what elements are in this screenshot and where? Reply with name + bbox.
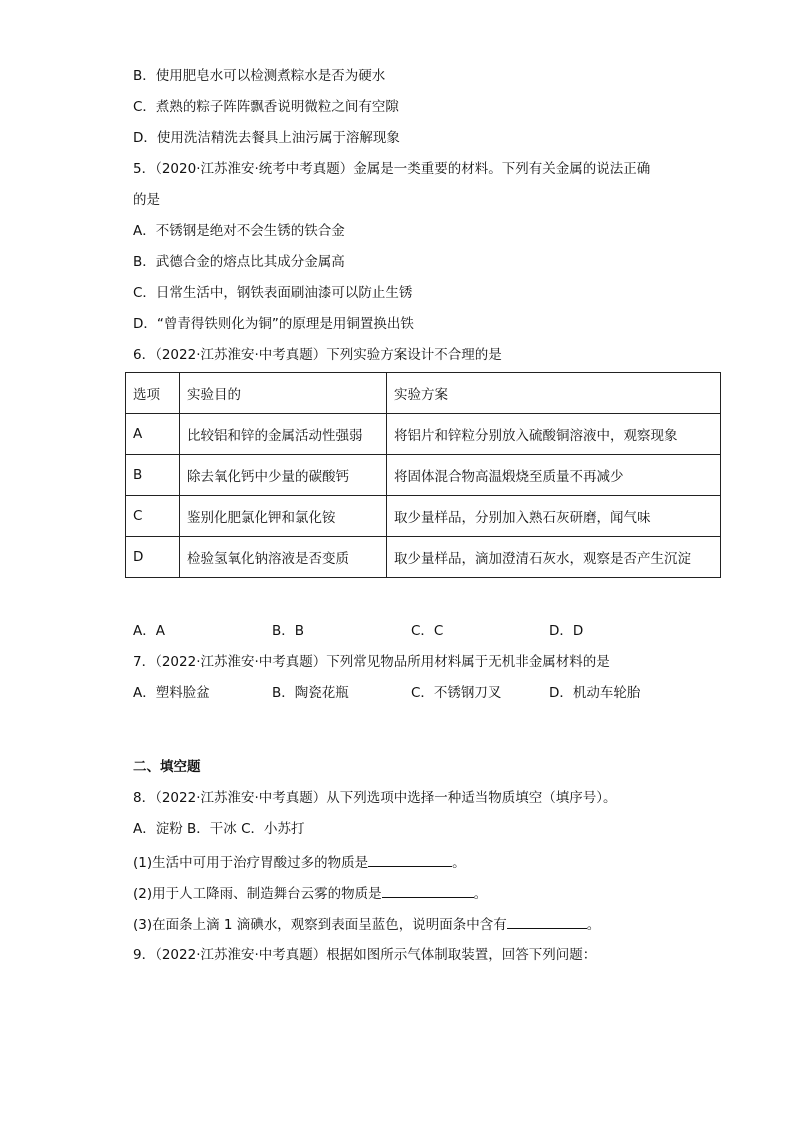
q5-option-a: A．不锈钢是绝对不会生锈的铁合金 bbox=[133, 223, 345, 239]
q5-option-b: B．武德合金的熔点比其成分金属高 bbox=[133, 254, 345, 270]
q7-option-d: D．机动车轮胎 bbox=[549, 685, 641, 701]
q4-option-b: B．使用肥皂水可以检测煮粽水是否为硬水 bbox=[133, 68, 386, 84]
table-cell: 取少量样品，滴加澄清石灰水，观察是否产生沉淀 bbox=[387, 537, 721, 578]
table-row bbox=[126, 414, 721, 455]
q8-sub1-blank[interactable] bbox=[368, 852, 452, 867]
q5-option-c: C．日常生活中，钢铁表面刷油漆可以防止生锈 bbox=[133, 285, 413, 301]
q6-option-b: B．B bbox=[272, 623, 305, 639]
table-row bbox=[126, 496, 721, 537]
q7-option-a: A．塑料脸盆 bbox=[133, 685, 210, 701]
table-cell: D bbox=[126, 537, 180, 578]
q8-stem: 8．（2022·江苏淮安·中考真题）从下列选项中选择一种适当物质填空（填序号）。 bbox=[133, 790, 617, 806]
table-cell: 鉴别化肥氯化钾和氯化铵 bbox=[180, 496, 387, 537]
q8-sub3-end: 。 bbox=[586, 917, 601, 933]
table-cell: 将铝片和锌粒分别放入硫酸铜溶液中，观察现象 bbox=[387, 414, 721, 455]
q8-sub2 bbox=[133, 883, 487, 904]
q8-sub2-blank[interactable] bbox=[382, 883, 474, 898]
q8-sub3-text: (3)在面条上滴 1 滴碘水，观察到表面呈蓝色，说明面条中含有 bbox=[133, 917, 507, 933]
q6-option-a: A．A bbox=[133, 623, 165, 639]
table-row bbox=[126, 537, 721, 578]
table-cell: 取少量样品，分别加入熟石灰研磨，闻气味 bbox=[387, 496, 721, 537]
table-cell: 将固体混合物高温煅烧至质量不再减少 bbox=[387, 455, 721, 496]
section-title-fill-in: 二、填空题 bbox=[133, 759, 201, 775]
table-header-cell: 实验目的 bbox=[180, 373, 387, 414]
q8-sub1-end: 。 bbox=[452, 855, 466, 871]
q8-sub1 bbox=[133, 852, 466, 873]
table-header-cell: 选项 bbox=[126, 373, 180, 414]
q7-options bbox=[133, 683, 693, 703]
q8-sub1-text: (1)生活中可用于治疗胃酸过多的物质是 bbox=[133, 855, 369, 871]
q4-option-c: C．煮熟的粽子阵阵飘香说明微粒之间有空隙 bbox=[133, 99, 399, 115]
q8-sub3-blank[interactable] bbox=[507, 914, 587, 929]
q4-option-d: D．使用洗洁精洗去餐具上油污属于溶解现象 bbox=[133, 130, 400, 146]
q5-stem-line2: 的是 bbox=[133, 192, 160, 208]
q6-option-d: D．D bbox=[549, 623, 584, 639]
table-header-cell: 实验方案 bbox=[387, 373, 721, 414]
table-row bbox=[126, 455, 721, 496]
q8-choices: A．淀粉 B．干冰 C．小苏打 bbox=[133, 821, 305, 837]
table-cell: 检验氢氧化钠溶液是否变质 bbox=[180, 537, 387, 578]
table-cell: 比较铝和锌的金属活动性强弱 bbox=[180, 414, 387, 455]
table-cell: A bbox=[126, 414, 180, 455]
q8-sub2-end: 。 bbox=[473, 886, 488, 902]
q8-sub3 bbox=[133, 914, 600, 935]
q6-options bbox=[133, 621, 693, 641]
q9-stem: 9．（2022·江苏淮安·中考真题）根据如图所示气体制取装置，回答下列问题： bbox=[133, 947, 597, 963]
q6-experiment-table bbox=[125, 372, 721, 578]
q7-option-c: C．不锈钢刀叉 bbox=[411, 685, 502, 701]
q5-stem-line1: 5．（2020·江苏淮安·统考中考真题）金属是一类重要的材料。下列有关金属的说法正确 bbox=[133, 161, 651, 177]
table-header-row bbox=[126, 373, 721, 414]
q5-option-d: D．“曾青得铁则化为铜”的原理是用铜置换出铁 bbox=[133, 316, 414, 332]
q7-option-b: B．陶瓷花瓶 bbox=[272, 685, 349, 701]
table-cell: B bbox=[126, 455, 180, 496]
q8-sub2-text: (2)用于人工降雨、制造舞台云雾的物质是 bbox=[133, 886, 382, 902]
q7-stem: 7．（2022·江苏淮安·中考真题）下列常见物品所用材料属于无机非金属材料的是 bbox=[133, 654, 610, 670]
table-cell: C bbox=[126, 496, 180, 537]
q6-stem: 6．（2022·江苏淮安·中考真题）下列实验方案设计不合理的是 bbox=[133, 347, 502, 363]
q6-option-c: C．C bbox=[411, 623, 444, 639]
table-cell: 除去氧化钙中少量的碳酸钙 bbox=[180, 455, 387, 496]
